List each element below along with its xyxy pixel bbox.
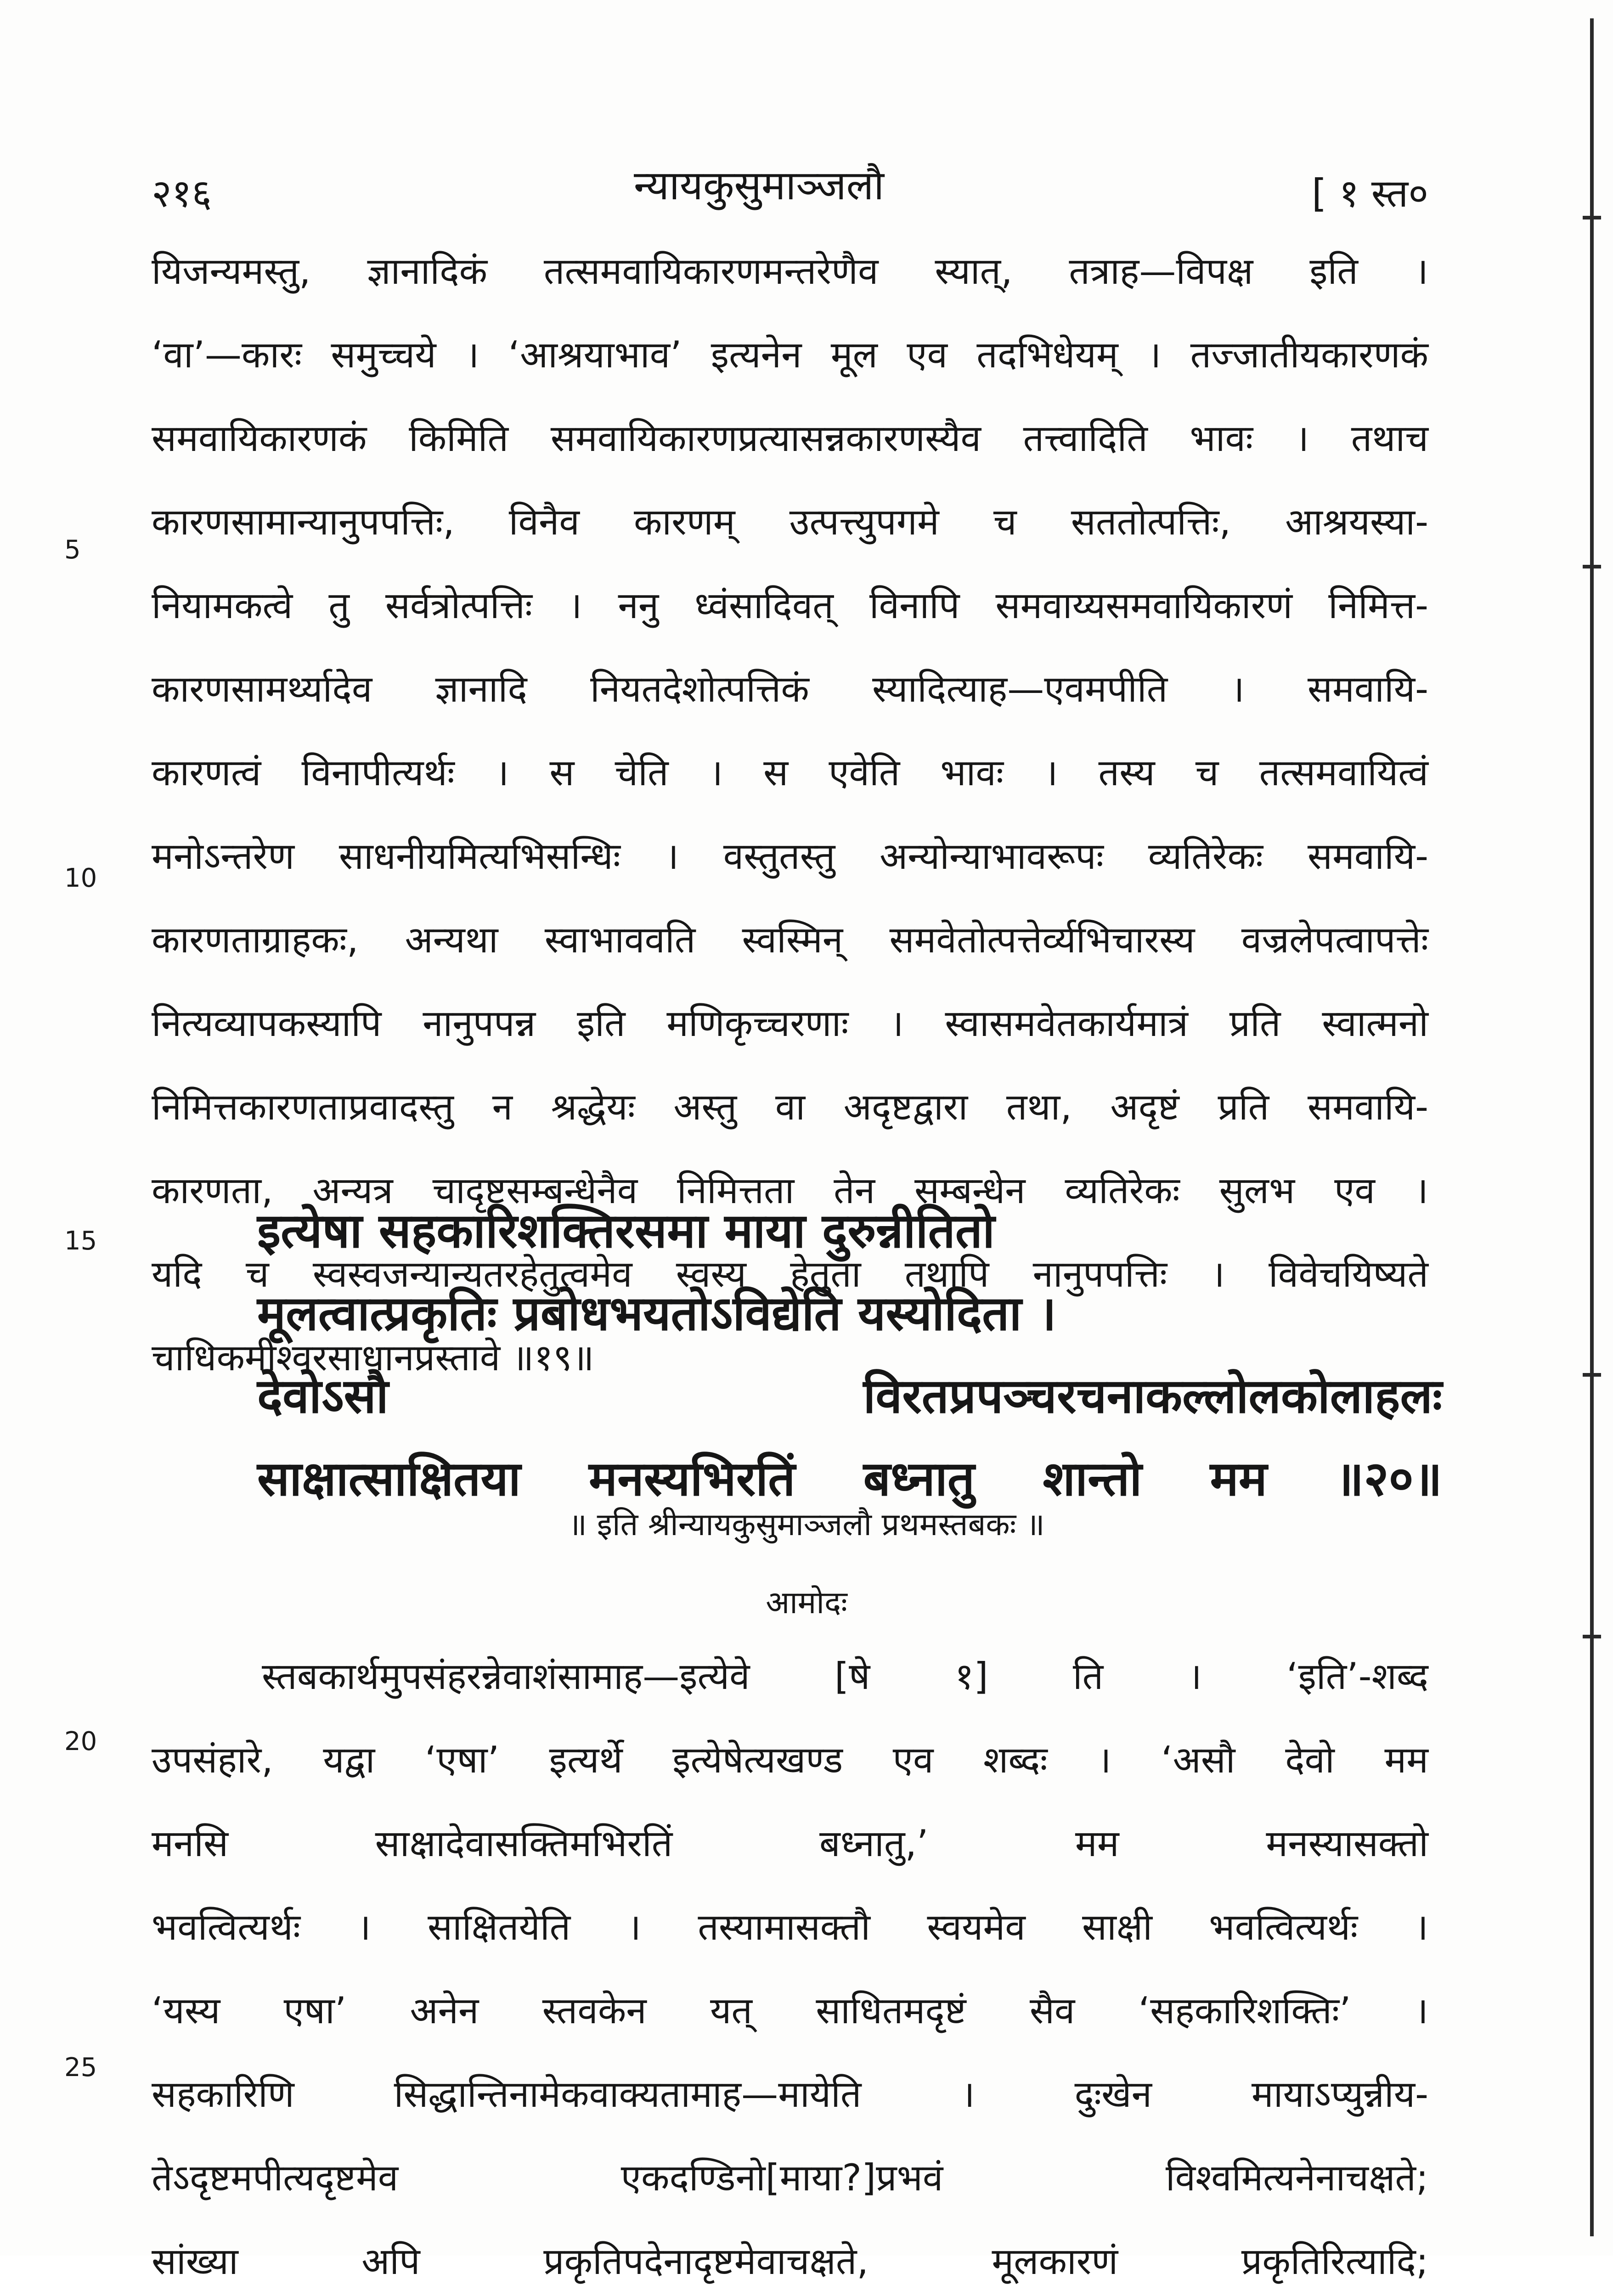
commentary-line: यिजन्यमस्तु, ज्ञानादिकं तत्समवायिकारणमन्तरेणैव स्यात्, तत्राह—विपक्ष इति । <box>152 250 1428 293</box>
commentary-line: नित्यव्यापकस्यापि नानुपपन्न इति मणिकृच्चरणाः । स्वासमवेतकार्यमात्रं प्रति स्वात्मनो <box>152 1002 1428 1045</box>
commentary-line: मनोऽन्तरेण साधनीयमित्यभिसन्धिः । वस्तुतस्तु अन्योन्याभावरूपः व्यतिरेकः समवायि- <box>152 835 1428 878</box>
verse-block <box>257 1189 1442 1520</box>
line-number: 25 <box>64 2053 97 2082</box>
verse-line: मूलत्वात्प्रकृतिः प्रबोधभयतोऽविद्येति यस्योदिता । <box>257 1285 1057 1341</box>
line-number: 10 <box>64 863 97 893</box>
line-number: 5 <box>64 535 81 565</box>
amoda-commentary-block <box>152 1635 1428 2296</box>
edge-tick <box>1583 216 1601 219</box>
amoda-line: सांख्या अपि प्रकृतिपदेनादृष्टमेवाचक्षते, मूलकारणं प्रकृतिरित्यादि; <box>152 2240 1428 2283</box>
colophon: ॥ इति श्रीन्यायकुसुमाञ्जलौ प्रथमस्तबकः ॥ <box>568 1507 1045 1543</box>
amoda-line: मनसि साक्षादेवासक्तिमभिरतिं बध्नातु,’ मम मनस्यासक्तो <box>152 1822 1428 1865</box>
verse-line: देवोऽसौ विरतप्रपञ्चरचनाकल्लोलकोलाहलः <box>257 1368 1442 1424</box>
edge-tick <box>1583 565 1601 568</box>
line-number: 20 <box>64 1727 97 1756</box>
amoda-line: स्तबकार्थमुपसंहरन्नेवाशंसामाह—इत्येवे [षे १] ति । ‘इति’-शब्द <box>262 1655 1428 1698</box>
amoda-line: उपसंहारे, यद्वा ‘एषा’ इत्यर्थे इत्येषेत्यखण्ड एव शब्दः । ‘असौ देवो मम <box>152 1739 1428 1781</box>
amoda-line: तेऽदृष्टमपीत्यदृष्टमेव एकदण्डिनो[माया?]प्रभवं विश्वमित्यनेनाचक्षते; <box>152 2156 1428 2199</box>
commentary-line: चाधिकमीश्वरसाधानप्रस्तावे ॥१९॥ <box>152 1336 594 1379</box>
commentary-line: समवायिकारणकं किमिति समवायिकारणप्रत्यासन्नकारणस्यैव तत्त्वादिति भावः । तथाच <box>152 417 1428 460</box>
commentary-line: कारणसामान्यानुपपत्तिः, विनैव कारणम् उत्पत्त्युपगमे च सततोत्पत्तिः, आश्रयस्या- <box>152 501 1428 543</box>
edge-tick <box>1583 1635 1601 1638</box>
amoda-line: भवत्वित्यर्थः । साक्षितयेति । तस्यामासक्तौ स्वयमेव साक्षी भवत्वित्यर्थः । <box>152 1906 1428 1948</box>
amoda-line: ‘यस्य एषा’ अनेन स्तवकेन यत् साधितमदृष्टं सैव ‘सहकारिशक्तिः’ । <box>152 1989 1428 2032</box>
page-number: २१६ <box>152 171 212 216</box>
commentary-line: यदि च स्वस्वजन्यान्यतरहेतुत्वमेव स्वस्य हेतुता तथापि नानुपपत्तिः । विवेचयिष्यते <box>152 1253 1429 1295</box>
amoda-line: सहकारिणि सिद्धान्तिनामेकवाक्यतामाह—मायेति । दुःखेन मायाऽप्युन्नीय- <box>152 2073 1428 2116</box>
commentary-line: निमित्तकारणताप्रवादस्तु न श्रद्धेयः अस्तु वा अदृष्टद्वारा तथा, अदृष्टं प्रति समवायि- <box>152 1086 1428 1128</box>
page-header <box>152 156 1428 225</box>
edge-tick <box>1583 1373 1601 1377</box>
line-number: 15 <box>64 1226 97 1256</box>
page-edge-rule <box>1590 18 1594 2236</box>
commentary-line: कारणताग्राहकः, अन्यथा स्वाभाववति स्वस्मिन् समवेतोत्पत्तेर्व्यभिचारस्य वज्रलेपत्वापत्तेः <box>152 918 1428 961</box>
running-title: न्यायकुसुमाञ्जलौ <box>634 162 885 209</box>
amoda-heading: आमोदः <box>766 1585 847 1621</box>
verse-line: साक्षात्साक्षितया मनस्यभिरतिं बध्नातु शान्तो मम ॥२०॥ <box>257 1451 1442 1507</box>
commentary-line: कारणसामर्थ्यादेव ज्ञानादि नियतदेशोत्पत्तिकं स्यादित्याह—एवमपीति । समवायि- <box>152 668 1428 710</box>
commentary-line: नियामकत्वे तु सर्वत्रोत्पत्तिः । ननु ध्वंसादिवत् विनापि समवाय्यसमवायिकारणं निमित्त- <box>152 584 1428 627</box>
verse-line: इत्येषा सहकारिशक्तिरसमा माया दुरुन्नीतितो <box>257 1203 995 1259</box>
commentary-line: कारणत्वं विनापीत्यर्थः । स चेति । स एवेति भावः । तस्य च तत्समवायित्वं <box>152 751 1428 794</box>
commentary-line: ‘वा’—कारः समुच्चये । ‘आश्रयाभाव’ इत्यनेन मूल एव तदभिधेयम् । तज्जातीयकारणकं <box>152 333 1428 376</box>
section-mark: [ १ स्त० <box>1311 171 1428 216</box>
commentary-line: कारणता, अन्यत्र चादृष्टसम्बन्धेनैव निमित्तता तेन सम्बन्धेन व्यतिरेकः सुलभ एव । <box>152 1169 1428 1212</box>
